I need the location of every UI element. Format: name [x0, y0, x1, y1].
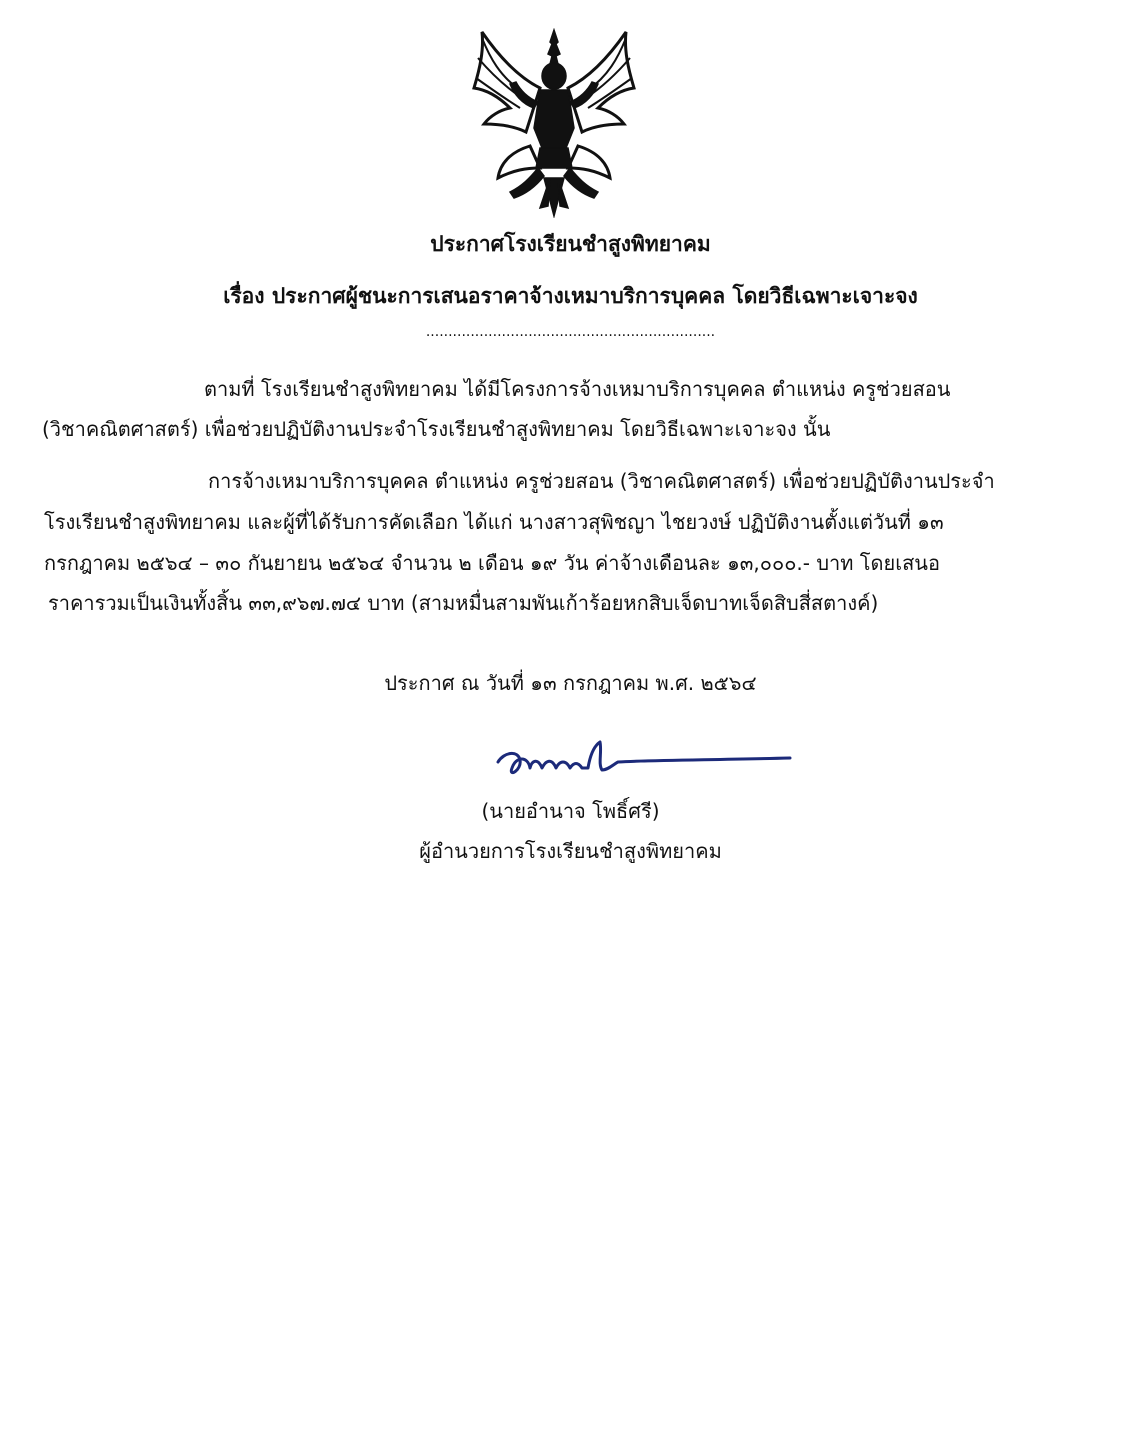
document-title: ประกาศโรงเรียนชำสูงพิทยาคม: [430, 232, 711, 256]
signer-position: ผู้อำนวยการโรงเรียนชำสูงพิทยาคม: [419, 839, 722, 863]
body-line-5: กรกฎาคม ๒๕๖๔ – ๓๐ กันยายน ๒๕๖๔ จำนวน ๒ เดือน ๑๙ วัน ค่าจ้างเดือนละ ๑๓,๐๐๐.- บาท โดยเสนอ: [44, 551, 940, 575]
garuda-emblem-icon: [470, 28, 638, 218]
body-line-1: ตามที่ โรงเรียนชำสูงพิทยาคม ได้มีโครงการจ้างเหมาบริการบุคคล ตำแหน่ง ครูช่วยสอน: [204, 377, 951, 401]
body-line-4: โรงเรียนชำสูงพิทยาคม และผู้ที่ได้รับการคัดเลือก ได้แก่ นางสาวสุพิชญา ไชยวงษ์ ปฏิบัติงานตั้งแต่วันที่ ๑๓: [44, 510, 944, 534]
dotted-divider: .................................................................: [425, 324, 716, 340]
body-line-3: การจ้างเหมาบริการบุคคล ตำแหน่ง ครูช่วยสอน (วิชาคณิตศาสตร์) เพื่อช่วยปฏิบัติงานประจำ: [208, 469, 995, 493]
handwritten-signature-icon: [490, 738, 800, 788]
body-line-6: ราคารวมเป็นเงินทั้งสิ้น ๓๓,๙๖๗.๗๔ บาท (สามหมื่นสามพันเก้าร้อยหกสิบเจ็ดบาทเจ็ดสิบสี่สตางค์): [48, 591, 879, 615]
announcement-date: ประกาศ ณ วันที่ ๑๓ กรกฎาคม พ.ศ. ๒๕๖๔: [384, 671, 757, 695]
document-subject: เรื่อง ประกาศผู้ชนะการเสนอราคาจ้างเหมาบริการบุคคล โดยวิธีเฉพาะเจาะจง: [223, 284, 918, 308]
signer-name: (นายอำนาจ โพธิ์ศรี): [481, 799, 660, 823]
body-line-2: (วิชาคณิตศาสตร์) เพื่อช่วยปฏิบัติงานประจำโรงเรียนชำสูงพิทยาคม โดยวิธีเฉพาะเจาะจง นั้น: [42, 417, 831, 441]
